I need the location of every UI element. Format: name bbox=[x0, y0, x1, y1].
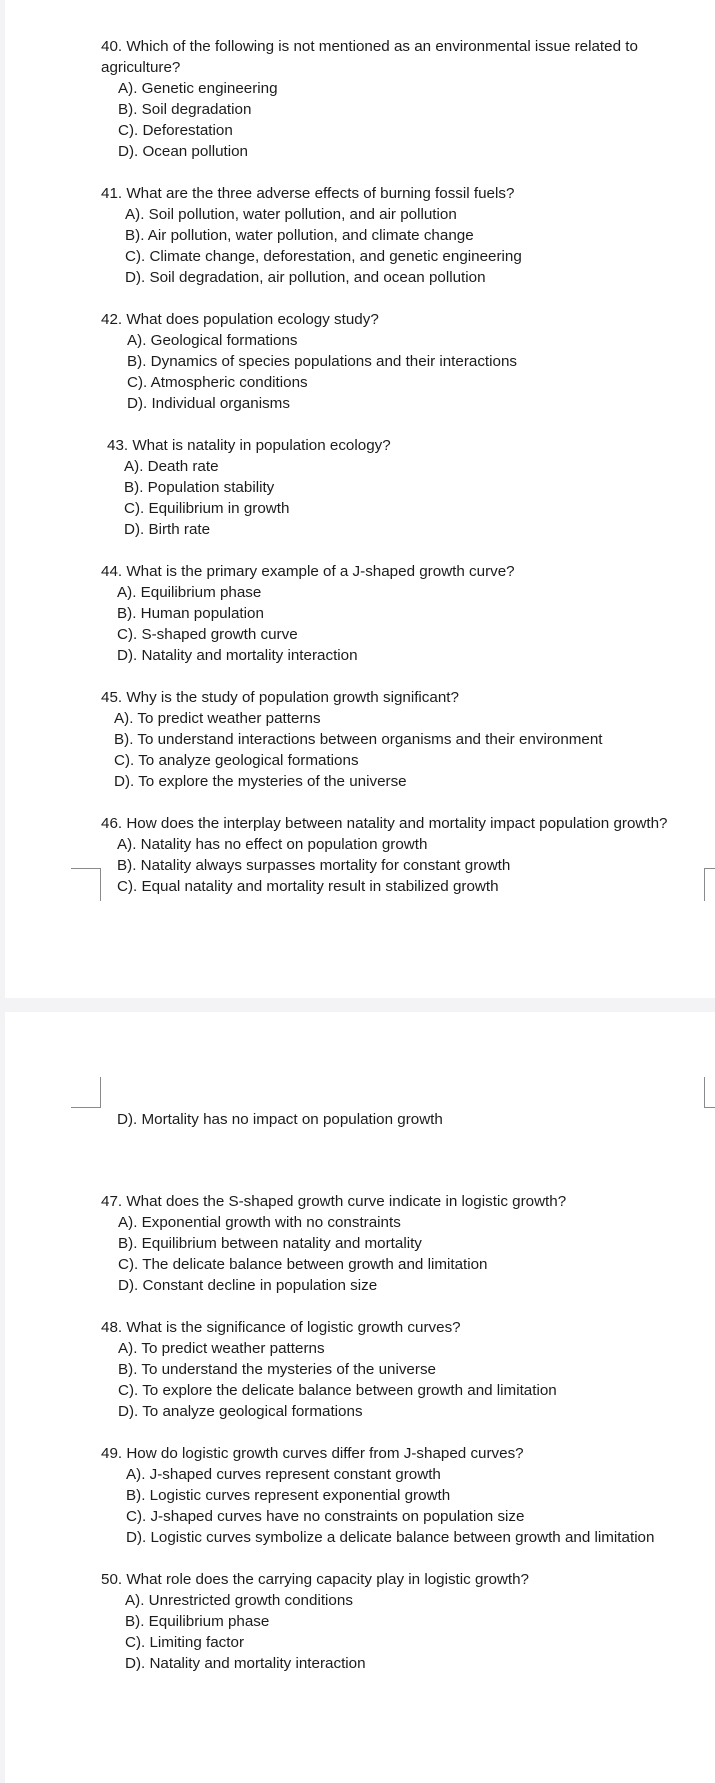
question-45: 45. Why is the study of population growth significant? bbox=[101, 689, 459, 706]
question-50-option-c: C). Limiting factor bbox=[125, 1634, 245, 1651]
question-48-option-c: C). To explore the delicate balance between growth and limitation bbox=[118, 1382, 557, 1399]
question-48-option-d: D). To analyze geological formations bbox=[118, 1403, 363, 1420]
question-41-option-b: B). Air pollution, water pollution, and climate change bbox=[125, 227, 474, 244]
question-43: 43. What is natality in population ecology? bbox=[107, 437, 391, 454]
question-40-option-b: B). Soil degradation bbox=[118, 101, 252, 118]
question-44-option-a: A). Equilibrium phase bbox=[117, 584, 262, 601]
question-41-option-a: A). Soil pollution, water pollution, and air pollution bbox=[125, 206, 457, 223]
question-40: 40. Which of the following is not mentioned as an environmental issue related to bbox=[101, 38, 638, 55]
question-40-continued: agriculture? bbox=[101, 59, 181, 76]
question-46-option-d: D). Mortality has no impact on population growth bbox=[117, 1111, 443, 1128]
question-46-option-a: A). Natality has no effect on population growth bbox=[117, 836, 428, 853]
question-44-option-c: C). S-shaped growth curve bbox=[117, 626, 298, 643]
question-48-option-b: B). To understand the mysteries of the universe bbox=[118, 1361, 436, 1378]
question-47-option-d: D). Constant decline in population size bbox=[118, 1277, 378, 1294]
question-45-option-c: C). To analyze geological formations bbox=[114, 752, 359, 769]
question-43-option-b: B). Population stability bbox=[124, 479, 275, 496]
question-49-option-c: C). J-shaped curves have no constraints on population size bbox=[126, 1508, 525, 1525]
question-45-option-b: B). To understand interactions between organisms and their environment bbox=[114, 731, 603, 748]
document-page-2 bbox=[5, 1012, 715, 1783]
question-46: 46. How does the interplay between natality and mortality impact population growth? bbox=[101, 815, 668, 832]
document-page-1 bbox=[5, 0, 715, 998]
question-42-option-b: B). Dynamics of species populations and their interactions bbox=[127, 353, 518, 370]
question-47-option-a: A). Exponential growth with no constraints bbox=[118, 1214, 401, 1231]
question-43-option-d: D). Birth rate bbox=[124, 521, 211, 538]
question-48: 48. What is the significance of logistic growth curves? bbox=[101, 1319, 461, 1336]
question-49-option-d: D). Logistic curves symbolize a delicate balance between growth and limitation bbox=[126, 1529, 655, 1546]
question-49: 49. How do logistic growth curves differ from J-shaped curves? bbox=[101, 1445, 524, 1462]
question-42-option-d: D). Individual organisms bbox=[127, 395, 290, 412]
question-46-option-b: B). Natality always surpasses mortality for constant growth bbox=[117, 857, 511, 874]
question-40-option-d: D). Ocean pollution bbox=[118, 143, 249, 160]
question-50-option-d: D). Natality and mortality interaction bbox=[125, 1655, 366, 1672]
question-50-option-a: A). Unrestricted growth conditions bbox=[125, 1592, 353, 1609]
question-49-option-a: A). J-shaped curves represent constant growth bbox=[126, 1466, 441, 1483]
question-45-option-a: A). To predict weather patterns bbox=[114, 710, 321, 727]
crop-mark-top-right bbox=[704, 1077, 715, 1108]
question-41: 41. What are the three adverse effects of burning fossil fuels? bbox=[101, 185, 515, 202]
question-46-option-c: C). Equal natality and mortality result in stabilized growth bbox=[117, 878, 499, 895]
question-42-option-a: A). Geological formations bbox=[127, 332, 298, 349]
crop-mark-bottom-right bbox=[704, 868, 715, 901]
question-43-option-a: A). Death rate bbox=[124, 458, 219, 475]
question-43-option-c: C). Equilibrium in growth bbox=[124, 500, 290, 517]
question-41-option-d: D). Soil degradation, air pollution, and ocean pollution bbox=[125, 269, 486, 286]
question-44-option-b: B). Human population bbox=[117, 605, 264, 622]
question-45-option-d: D). To explore the mysteries of the universe bbox=[114, 773, 407, 790]
question-42-option-c: C). Atmospheric conditions bbox=[127, 374, 308, 391]
crop-mark-top-left bbox=[71, 1077, 101, 1108]
question-42: 42. What does population ecology study? bbox=[101, 311, 379, 328]
question-40-option-c: C). Deforestation bbox=[118, 122, 233, 139]
question-50: 50. What role does the carrying capacity play in logistic growth? bbox=[101, 1571, 529, 1588]
crop-mark-bottom-left bbox=[71, 868, 101, 901]
question-49-option-b: B). Logistic curves represent exponential growth bbox=[126, 1487, 451, 1504]
question-44: 44. What is the primary example of a J-shaped growth curve? bbox=[101, 563, 515, 580]
question-48-option-a: A). To predict weather patterns bbox=[118, 1340, 325, 1357]
question-41-option-c: C). Climate change, deforestation, and genetic engineering bbox=[125, 248, 522, 265]
question-47-option-b: B). Equilibrium between natality and mortality bbox=[118, 1235, 422, 1252]
question-40-option-a: A). Genetic engineering bbox=[118, 80, 278, 97]
question-47-option-c: C). The delicate balance between growth and limitation bbox=[118, 1256, 488, 1273]
question-47: 47. What does the S-shaped growth curve indicate in logistic growth? bbox=[101, 1193, 567, 1210]
question-44-option-d: D). Natality and mortality interaction bbox=[117, 647, 358, 664]
question-50-option-b: B). Equilibrium phase bbox=[125, 1613, 270, 1630]
